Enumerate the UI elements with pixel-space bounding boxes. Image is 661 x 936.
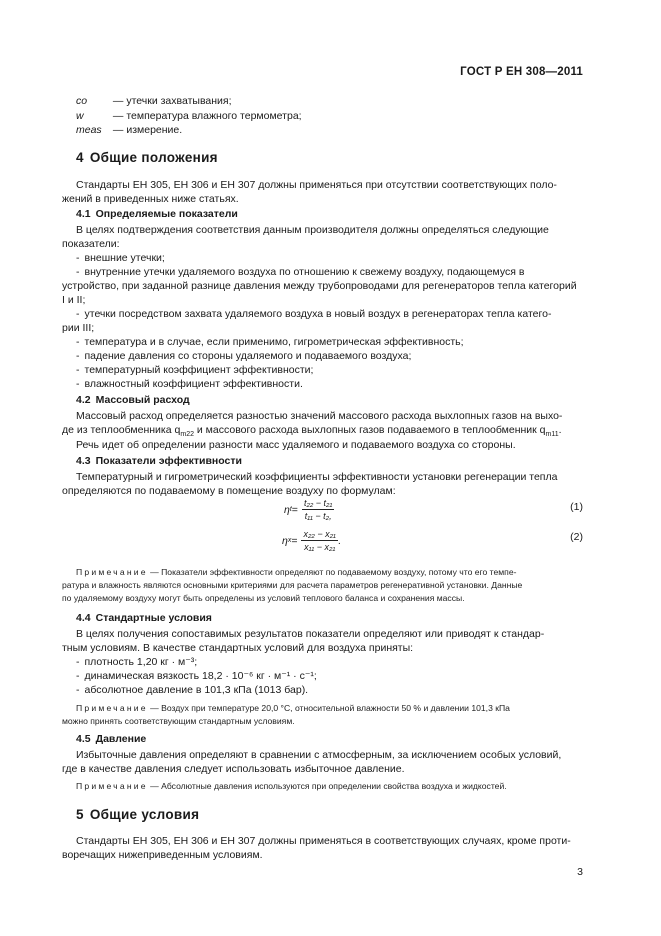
- paragraph-line: тным условиям. В качестве стандартных условий для воздуха приняты:: [62, 642, 414, 654]
- list-item: - падение давления со стороны удаляемого и подаваемого воздуха;: [76, 350, 412, 362]
- equation-number: (2): [570, 531, 583, 543]
- formula-1: η t = $\frac{\text{t₂₂ − t₂₁}}{\text{t₁₁ − t₂,}}$: [284, 498, 333, 521]
- paragraph-line: определяются по подаваемому в помещение воздуху по формулам:: [62, 485, 396, 497]
- paragraph-line: де из теплообменника $q_{m22}$ и массового расхода выхлопных газов подаваемого в теплообменник $q_{m11}$.: [62, 424, 562, 439]
- list-item: - абсолютное давление в 101,3 кПа (1013 бар).: [76, 684, 309, 696]
- paragraph-line: воречащих нижеприведенным условиям.: [62, 849, 263, 861]
- equation-number: (1): [570, 501, 583, 513]
- list-item-continuation: рии III;: [62, 322, 95, 334]
- abbreviation-key: meas: [76, 124, 102, 136]
- subsection-4-4-heading: [76, 612, 212, 624]
- list-item: - температурный коэффициент эффективности;: [76, 364, 314, 376]
- paragraph-line: показатели:: [62, 238, 120, 250]
- section-number: 5: [76, 807, 84, 822]
- document-id: ГОСТ Р ЕН 308—2011: [460, 66, 583, 78]
- fraction: $\frac{\text{t₂₂ − t₂₁}}{\text{t₁₁ − t₂,}}$: [303, 498, 333, 521]
- note-line: Примечание — Абсолютные давления используются при определении свойства воздуха и жидкостей.: [76, 781, 507, 791]
- formula-2: η x = $\frac{\text{x₂₂ − x₂₁}}{\text{x₁₁ − x₂₁}}$ .: [282, 529, 341, 552]
- section-title: Общие условия: [89, 807, 200, 822]
- section-4-intro-line1: Стандарты ЕН 305, ЕН 306 и ЕН 307 должны применяться при отсутствии соответствующих поло-: [76, 179, 557, 191]
- subsection-title: Массовый расход: [95, 394, 190, 406]
- paragraph-line: где в качестве давления следует использовать избыточное давление.: [62, 763, 405, 775]
- section-5-heading: [76, 807, 199, 822]
- abbreviation-key: w: [76, 110, 84, 122]
- paragraph-line: Температурный и гигрометрический коэффициенты эффективности установки регенерации тепла: [76, 471, 558, 483]
- subsection-title: Показатели эффективности: [95, 455, 242, 467]
- list-item-continuation: I и II;: [62, 294, 86, 306]
- paragraph-line: В целях получения сопоставимых результатов показатели определяют или приводят к стандар-: [76, 628, 545, 640]
- note-line: ратура и влажность являются основными критериями для расчета параметров регенеративной установки. Данные: [62, 580, 523, 590]
- abbreviation-item: [76, 109, 302, 123]
- subsection-title: Определяемые показатели: [95, 208, 238, 220]
- section-title: Общие положения: [89, 150, 218, 165]
- list-item: - температура и в случае, если применимо, гигрометрическая эффективность;: [76, 336, 464, 348]
- section-4-intro-line2: жений в приведенных ниже статьях.: [62, 193, 239, 205]
- subscript: m11: [545, 431, 559, 439]
- list-item: - динамическая вязкость 18,2 · 10⁻⁶ кг · м⁻¹ · с⁻¹;: [76, 670, 317, 682]
- subsection-title: Давление: [95, 733, 147, 745]
- subsection-number: 4.5: [76, 733, 91, 745]
- list-item-continuation: устройство, при заданной разнице давления между трубопроводами для регенераторов тепла категорий: [62, 280, 577, 292]
- list-item: - влажностный коэффициент эффективности.: [76, 378, 303, 390]
- subsection-number: 4.2: [76, 394, 91, 406]
- paragraph-line: Речь идет об определении разности масс удаляемого и подаваемого воздуха со стороны.: [76, 439, 516, 451]
- list-item: - внешние утечки;: [76, 252, 165, 264]
- section-4-heading: [76, 150, 218, 165]
- abbreviation-key: co: [76, 95, 88, 107]
- subsection-number: 4.1: [76, 208, 91, 220]
- note-line: Примечание — Воздух при температуре 20,0 °С, относительной влажности 50 % и давлении 101,3 кПа: [76, 703, 510, 713]
- abbreviation-item: [76, 94, 232, 108]
- paragraph-line: Стандарты ЕН 305, ЕН 306 и ЕН 307 должны применяться в соответствующих случаях, кроме проти-: [76, 835, 571, 847]
- abbreviation-text: — измерение.: [112, 124, 183, 136]
- subsection-4-3-heading: [76, 455, 242, 467]
- list-item: - плотность 1,20 кг · м⁻³;: [76, 656, 198, 668]
- fraction: $\frac{\text{x₂₂ − x₂₁}}{\text{x₁₁ − x₂₁}}$: [303, 529, 336, 552]
- section-number: 4: [76, 150, 84, 165]
- subsection-4-5-heading: [76, 733, 146, 745]
- paragraph-line: Массовый расход определяется разностью значений массового расхода выхлопных газов на выхо-: [76, 410, 563, 422]
- abbreviation-item: [76, 123, 182, 137]
- paragraph-line: В целях подтверждения соответствия данным производителя должны определяться следующие: [76, 224, 549, 236]
- list-item: - внутренние утечки удаляемого воздуха по отношению к свежему воздуху, подающемуся в: [76, 266, 525, 278]
- note-line: по удаляемому воздуху могут быть определены из условий теплового баланса и сохранения массы.: [62, 593, 465, 603]
- subsection-title: Стандартные условия: [95, 612, 212, 624]
- note-line: Примечание — Показатели эффективности определяют по подаваемому воздуху, потому что его темпе-: [76, 567, 517, 577]
- abbreviation-text: — температура влажного термометра;: [112, 110, 302, 122]
- subsection-number: 4.3: [76, 455, 91, 467]
- subsection-4-2-heading: [76, 394, 190, 406]
- paragraph-line: Избыточные давления определяют в сравнении с атмосферным, за исключением особых условий,: [76, 749, 562, 761]
- subsection-number: 4.4: [76, 612, 91, 624]
- abbreviation-text: — утечки захватывания;: [112, 95, 232, 107]
- subsection-4-1-heading: [76, 208, 238, 220]
- list-item: - утечки посредством захвата удаляемого воздуха в новый воздух в регенераторах тепла катего-: [76, 308, 552, 320]
- page-number: 3: [577, 866, 583, 878]
- subscript: m22: [180, 431, 194, 439]
- note-line: можно принять соответствующим стандартным условиям.: [62, 716, 295, 726]
